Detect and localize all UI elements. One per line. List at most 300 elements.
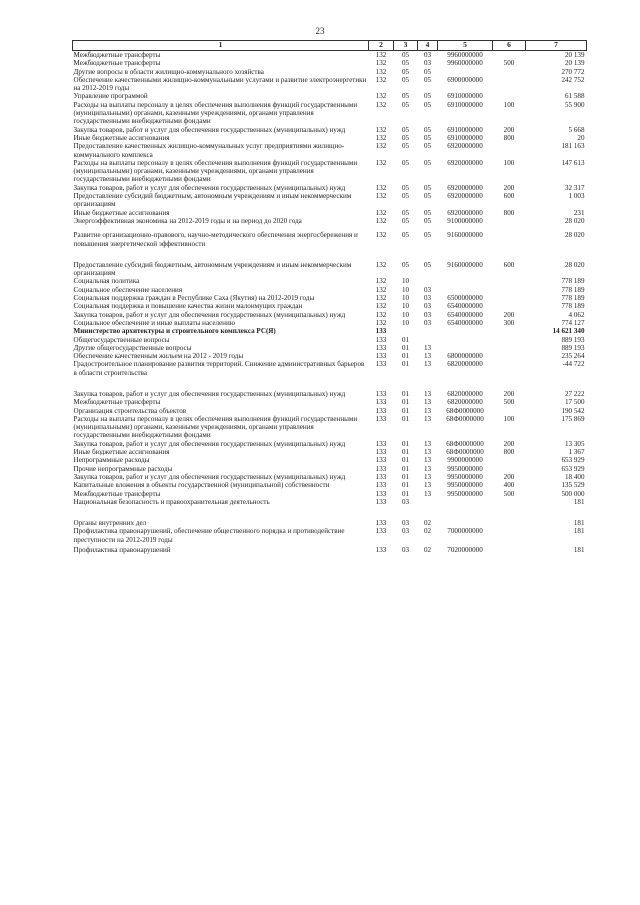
table-row	[73, 101, 587, 126]
cell-ministry: 133	[375, 456, 387, 465]
cell-target: 68Ф0000000	[446, 439, 484, 448]
cell-ministry: 133	[375, 497, 387, 506]
cell-section: 01	[401, 464, 410, 473]
table-row	[73, 448, 587, 456]
cell-target: 68Ф0000000	[446, 406, 484, 415]
cell-section: 01	[401, 481, 410, 490]
cell-name: Непрограммные расходы	[73, 456, 150, 465]
budget-table	[72, 40, 587, 554]
cell-ministry: 132	[375, 158, 387, 167]
cell-section: 01	[401, 389, 410, 398]
cell-target: 6800000000	[447, 352, 483, 361]
col-header-section: 3	[394, 41, 418, 51]
cell-expense-type	[493, 360, 526, 377]
cell-name: Социальная поддержка и повышение качества жизни малоимущих граждан	[73, 302, 303, 311]
cell-amount: 5 668	[568, 125, 585, 134]
cell-subsection	[418, 327, 438, 335]
cell-subsection: 02	[423, 546, 432, 555]
cell-expense-type: 100	[503, 158, 515, 167]
cell-name: Социальная поддержка граждан в Республике Саха (Якутия) на 2012-2019 годы	[73, 294, 315, 303]
col-header-expense-type: 6	[493, 41, 526, 51]
cell-ministry: 133	[375, 398, 387, 407]
table-row	[73, 142, 587, 159]
cell-amount: 27 222	[564, 389, 585, 398]
table-row	[73, 286, 587, 294]
cell-ministry: 132	[375, 67, 387, 76]
cell-target: 9160000000	[447, 260, 483, 269]
cell-target: 6920000000	[447, 192, 483, 201]
cell-amount: 28 020	[564, 231, 585, 240]
cell-expense-type: 400	[503, 481, 515, 490]
cell-name: Профилактика правонарушений	[73, 546, 171, 555]
cell-section	[394, 327, 418, 335]
cell-target: 9950000000	[447, 464, 483, 473]
cell-expense-type: 200	[503, 125, 515, 134]
cell-expense-type	[493, 344, 526, 352]
cell-section: 05	[401, 59, 410, 68]
cell-subsection: 05	[423, 231, 432, 240]
cell-amount: 778 189	[561, 277, 585, 286]
page-number: 23	[315, 26, 325, 36]
cell-subsection: 05	[423, 133, 432, 142]
cell-target: 7020000000	[447, 546, 483, 555]
cell-subsection: 02	[423, 519, 432, 528]
cell-amount: 181	[573, 546, 585, 555]
cell-section: 05	[401, 133, 410, 142]
cell-amount: 653 929	[561, 464, 585, 473]
table-row	[73, 248, 587, 278]
cell-expense-type	[493, 92, 526, 100]
cell-target	[438, 498, 493, 506]
cell-target: 6910000000	[447, 125, 483, 134]
cell-subsection: 03	[423, 51, 432, 59]
cell-section: 05	[401, 125, 410, 134]
cell-target: 6920000000	[447, 158, 483, 167]
table-row	[73, 377, 587, 398]
cell-target: 6920000000	[447, 208, 483, 217]
cell-ministry: 132	[375, 59, 387, 68]
cell-amount: 1 003	[568, 192, 585, 201]
cell-target: 6820000000	[447, 360, 483, 369]
cell-amount: 55 900	[564, 100, 585, 109]
cell-target: 6820000000	[447, 398, 483, 407]
cell-subsection: 03	[423, 310, 432, 319]
cell-subsection: 13	[423, 406, 432, 415]
cell-ministry: 132	[375, 125, 387, 134]
cell-amount: 181	[573, 497, 585, 506]
cell-expense-type: 500	[503, 398, 515, 407]
cell-subsection: 13	[423, 481, 432, 490]
cell-amount: 14 621 340	[552, 327, 585, 336]
table-row	[73, 352, 587, 360]
table-row	[73, 159, 587, 184]
table-row	[73, 327, 587, 335]
cell-subsection: 13	[423, 439, 432, 448]
cell-name: Закупка товаров, работ и услуг для обеспечения государственных (муниципальных) нужд	[73, 472, 346, 481]
cell-amount: 231	[573, 208, 585, 217]
cell-ministry: 132	[375, 51, 387, 59]
cell-expense-type	[493, 506, 526, 527]
cell-subsection: 13	[423, 456, 432, 465]
cell-expense-type	[493, 407, 526, 415]
cell-target	[438, 277, 493, 285]
cell-amount: 778 189	[561, 294, 585, 303]
cell-subsection	[418, 498, 438, 506]
cell-name: Межбюджетные трансферты	[73, 59, 161, 68]
cell-target: 9950000000	[447, 472, 483, 481]
cell-target: 6910000000	[447, 100, 483, 109]
cell-name: Обеспечение качественными жилищно-коммунальными услугами и развитие электроэнергетики на 2012-2019 годы	[73, 75, 367, 93]
cell-subsection: 13	[423, 414, 432, 423]
cell-subsection: 13	[423, 398, 432, 407]
cell-section: 01	[401, 448, 410, 457]
cell-name: Другие вопросы в области жилищно-коммунального хозяйства	[73, 67, 264, 76]
cell-ministry: 132	[375, 285, 387, 294]
cell-target: 6920000000	[447, 183, 483, 192]
table-row	[73, 481, 587, 489]
cell-subsection: 05	[423, 216, 432, 225]
cell-target	[438, 506, 493, 527]
table-row	[73, 336, 587, 344]
col-header-amount: 7	[526, 41, 587, 51]
table-row	[73, 225, 587, 248]
cell-ministry: 133	[375, 406, 387, 415]
cell-ministry: 132	[375, 260, 387, 269]
cell-subsection: 05	[423, 67, 432, 76]
cell-amount: -44 722	[562, 360, 585, 369]
cell-section: 01	[401, 352, 410, 361]
cell-expense-type: 200	[503, 310, 515, 319]
table-row	[73, 311, 587, 319]
cell-ministry: 132	[375, 192, 387, 201]
cell-section: 05	[401, 192, 410, 201]
cell-section: 05	[401, 183, 410, 192]
cell-subsection: 05	[423, 183, 432, 192]
cell-ministry: 132	[375, 318, 387, 327]
cell-subsection: 13	[423, 489, 432, 498]
cell-amount: 135 529	[561, 481, 585, 490]
cell-amount: 4 062	[568, 310, 585, 319]
table-row	[73, 498, 587, 506]
cell-name: Профилактика правонарушений, обеспечение общественного порядка и противодействие преступности на 2012-2019 годы	[73, 527, 345, 544]
cell-ministry: 133	[375, 335, 387, 344]
table-row	[73, 76, 587, 93]
cell-ministry: 132	[375, 100, 387, 109]
table-row	[73, 59, 587, 67]
cell-target: 6540000000	[447, 302, 483, 311]
cell-ministry: 132	[375, 142, 387, 151]
cell-ministry: 133	[375, 464, 387, 473]
cell-ministry: 132	[375, 183, 387, 192]
cell-ministry: 132	[375, 75, 387, 84]
cell-target: 6820000000	[447, 389, 483, 398]
cell-name: Предоставление субсидий бюджетным, автономным учреждениям и иным некоммерческим организациям	[73, 192, 352, 209]
cell-amount: 181 163	[561, 142, 585, 151]
cell-expense-type	[493, 225, 526, 248]
cell-section: 01	[401, 360, 410, 369]
cell-name: Закупка товаров, работ и услуг для обеспечения государственных (муниципальных) нужд	[73, 310, 346, 319]
cell-target: 6540000000	[447, 318, 483, 327]
table-row	[73, 126, 587, 134]
cell-expense-type	[493, 498, 526, 506]
cell-subsection	[418, 336, 438, 344]
cell-name: Министерство архитектуры и строительного комплекса РС(Я)	[73, 327, 276, 336]
table-row	[73, 465, 587, 473]
cell-name: Расходы на выплаты персоналу в целях обеспечения выполнения функций государственными (муниципальными) органами, казенными учреждениями, органами управления государственными внебюджетными фондами	[73, 100, 358, 126]
cell-name: Прочие непрограммные расходы	[73, 464, 173, 473]
cell-ministry: 133	[375, 546, 387, 555]
table-row	[73, 68, 587, 76]
table-row	[73, 398, 587, 406]
cell-section: 01	[401, 398, 410, 407]
cell-section: 05	[401, 92, 410, 101]
table-row	[73, 294, 587, 302]
table-row	[73, 184, 587, 192]
cell-target	[438, 327, 493, 335]
cell-expense-type	[493, 142, 526, 159]
cell-target: 9100000000	[447, 216, 483, 225]
cell-amount: 181	[573, 527, 585, 536]
cell-subsection: 13	[423, 343, 432, 352]
cell-expense-type: 600	[503, 260, 515, 269]
cell-name: Расходы на выплаты персоналу в целях обеспечения выполнения функций государственными (муниципальными) органами, казенными учреждениями, органами управления государственными внебюджетными фондами	[73, 414, 358, 440]
cell-subsection: 13	[423, 472, 432, 481]
cell-ministry: 132	[375, 294, 387, 303]
cell-expense-type	[493, 527, 526, 544]
table-row	[73, 527, 587, 544]
cell-target	[438, 68, 493, 76]
cell-amount: 270 772	[561, 67, 585, 76]
cell-target: 9960000000	[447, 59, 483, 68]
cell-name: Органы внутренних дел	[73, 519, 147, 528]
table-row	[73, 192, 587, 209]
cell-subsection: 05	[423, 260, 432, 269]
cell-section: 05	[401, 142, 410, 151]
cell-name: Энергоэффективная экономика на 2012-2019 годы и на период до 2020 года	[73, 216, 302, 225]
table-row	[73, 302, 587, 310]
cell-target	[438, 344, 493, 352]
cell-target: 6500000000	[447, 294, 483, 303]
cell-section: 01	[401, 472, 410, 481]
table-row	[73, 134, 587, 142]
cell-name: Капитальные вложения в объекты государственной (муниципальной) собственности	[73, 481, 330, 490]
cell-name: Предоставление субсидий бюджетным, автономным учреждениям и иным некоммерческим организациям	[73, 260, 352, 278]
cell-section: 01	[401, 414, 410, 423]
cell-name: Иные бюджетные ассигнования	[73, 133, 170, 142]
table-row	[73, 506, 587, 527]
table-row	[73, 360, 587, 377]
table-row	[73, 344, 587, 352]
cell-expense-type	[493, 217, 526, 225]
cell-subsection: 05	[423, 75, 432, 84]
cell-section: 05	[401, 231, 410, 240]
cell-ministry: 133	[375, 519, 387, 528]
table-row	[73, 415, 587, 440]
cell-ministry: 133	[375, 448, 387, 457]
cell-section: 05	[401, 75, 410, 84]
cell-amount: 181	[573, 519, 585, 528]
cell-expense-type: 200	[503, 439, 515, 448]
cell-target: 6540000000	[447, 310, 483, 319]
cell-ministry: 133	[375, 439, 387, 448]
cell-target: 9950000000	[447, 489, 483, 498]
cell-name: Управление программой	[73, 92, 148, 101]
cell-subsection: 05	[423, 208, 432, 217]
table-row	[73, 473, 587, 481]
cell-subsection	[418, 277, 438, 285]
cell-amount: 1 367	[568, 448, 585, 457]
cell-section: 10	[401, 277, 410, 286]
cell-name: Обеспечение качественным жильем на 2012 - 2019 годы	[73, 352, 244, 361]
cell-expense-type: 800	[503, 208, 515, 217]
cell-expense-type	[493, 76, 526, 93]
cell-subsection: 13	[423, 448, 432, 457]
cell-expense-type	[493, 465, 526, 473]
cell-expense-type: 100	[503, 100, 515, 109]
cell-expense-type: 200	[503, 389, 515, 398]
cell-name: Иные бюджетные ассигнования	[73, 448, 170, 457]
cell-target: 6920000000	[447, 142, 483, 151]
cell-name: Межбюджетные трансферты	[73, 398, 161, 407]
cell-ministry: 133	[375, 527, 387, 536]
cell-expense-type	[493, 352, 526, 360]
cell-name: Общегосударственные вопросы	[73, 335, 170, 344]
cell-expense-type: 200	[503, 472, 515, 481]
cell-target: 9950000000	[447, 481, 483, 490]
cell-expense-type: 500	[503, 59, 515, 68]
cell-ministry: 132	[375, 92, 387, 101]
cell-expense-type: 300	[503, 318, 515, 327]
cell-ministry: 132	[375, 277, 387, 286]
cell-name: Другие общегосударственные вопросы	[73, 343, 192, 352]
cell-section: 10	[401, 310, 410, 319]
cell-amount: 235 264	[561, 352, 585, 361]
cell-name: Закупка товаров, работ и услуг для обеспечения государственных (муниципальных) нужд	[73, 183, 346, 192]
cell-subsection: 05	[423, 192, 432, 201]
cell-name: Социальная политика	[73, 277, 140, 286]
cell-ministry: 133	[375, 472, 387, 481]
cell-ministry: 132	[375, 302, 387, 311]
cell-amount: 889 193	[561, 343, 585, 352]
cell-name: Расходы на выплаты персоналу в целях обеспечения выполнения функций государственными (муниципальными) органами, казенными учреждениями, органами управления государственными внебюджетными фондами	[73, 158, 358, 184]
cell-subsection: 05	[423, 142, 432, 151]
table-row	[73, 456, 587, 464]
cell-target	[438, 336, 493, 344]
cell-expense-type: 100	[503, 414, 515, 423]
table-header-row	[73, 41, 587, 51]
cell-expense-type	[493, 544, 526, 554]
col-header-subsection: 4	[418, 41, 438, 51]
cell-amount: 147 613	[561, 158, 585, 167]
cell-subsection: 03	[423, 318, 432, 327]
cell-target: 7000000000	[447, 527, 483, 536]
cell-section: 03	[401, 546, 410, 555]
cell-name: Межбюджетные трансферты	[73, 489, 161, 498]
cell-section: 05	[401, 260, 410, 269]
table-row	[73, 407, 587, 415]
cell-amount: 28 020	[564, 260, 585, 269]
cell-amount: 18 400	[564, 472, 585, 481]
cell-section: 05	[401, 158, 410, 167]
cell-section: 10	[401, 294, 410, 303]
cell-section: 10	[401, 318, 410, 327]
cell-amount: 20 139	[564, 51, 585, 59]
table-row	[73, 319, 587, 327]
cell-name: Развитие организационно-правового, научно-методического обеспечения энергосбережения и повышения энергетической эффективности	[73, 231, 358, 248]
cell-ministry: 133	[375, 352, 387, 361]
cell-subsection: 05	[423, 100, 432, 109]
cell-expense-type	[493, 277, 526, 285]
cell-name: Закупка товаров, работ и услуг для обеспечения государственных (муниципальных) нужд	[73, 439, 346, 448]
table-row	[73, 217, 587, 225]
cell-section: 10	[401, 285, 410, 294]
cell-section: 01	[401, 489, 410, 498]
cell-section: 05	[401, 100, 410, 109]
cell-ministry: 132	[375, 216, 387, 225]
cell-section: 03	[401, 527, 410, 536]
cell-section: 03	[401, 497, 410, 506]
cell-expense-type	[493, 68, 526, 76]
cell-amount: 778 189	[561, 285, 585, 294]
cell-section: 05	[401, 67, 410, 76]
cell-amount: 778 189	[561, 302, 585, 311]
cell-expense-type	[493, 51, 526, 60]
cell-expense-type: 600	[503, 192, 515, 201]
cell-amount: 889 193	[561, 335, 585, 344]
cell-subsection: 03	[423, 302, 432, 311]
cell-section: 10	[401, 302, 410, 311]
cell-ministry: 133	[375, 327, 387, 336]
cell-section: 01	[401, 439, 410, 448]
cell-amount: 242 752	[561, 75, 585, 84]
table-row	[73, 440, 587, 448]
cell-name: Закупка товаров, работ и услуг для обеспечения государственных (муниципальных) нужд	[73, 389, 346, 398]
cell-name: Закупка товаров, работ и услуг для обеспечения государственных (муниципальных) нужд	[73, 125, 346, 134]
cell-subsection: 03	[423, 294, 432, 303]
cell-subsection: 05	[423, 92, 432, 101]
cell-ministry: 132	[375, 208, 387, 217]
table-row	[73, 277, 587, 285]
cell-amount: 32 317	[564, 183, 585, 192]
cell-expense-type: 500	[503, 489, 515, 498]
cell-ministry: 132	[375, 231, 387, 240]
cell-section: 01	[401, 335, 410, 344]
cell-expense-type: 800	[503, 448, 515, 457]
cell-ministry: 133	[375, 343, 387, 352]
cell-expense-type	[493, 336, 526, 344]
cell-expense-type: 800	[503, 133, 515, 142]
col-header-name: 1	[73, 41, 369, 51]
cell-ministry: 132	[375, 133, 387, 142]
cell-ministry: 133	[375, 360, 387, 369]
cell-amount: 190 542	[561, 406, 585, 415]
cell-expense-type	[493, 327, 526, 335]
col-header-ministry: 2	[369, 41, 394, 51]
cell-amount: 28 020	[564, 216, 585, 225]
cell-section: 01	[401, 343, 410, 352]
cell-amount: 20 139	[564, 59, 585, 68]
cell-ministry: 133	[375, 389, 387, 398]
cell-name: Градостроительное планирование развития территорий. Снижение административных барьеров в области строительства	[73, 360, 365, 377]
cell-subsection: 05	[423, 158, 432, 167]
cell-name: Предоставление качественных жилищно-коммунальных услуг предприятиями жилищно-коммунального комплекса	[73, 142, 345, 159]
cell-expense-type	[493, 294, 526, 302]
cell-target: 6910000000	[447, 92, 483, 101]
cell-section: 03	[401, 519, 410, 528]
cell-section: 01	[401, 406, 410, 415]
cell-amount: 653 929	[561, 456, 585, 465]
cell-amount: 774 127	[561, 318, 585, 327]
